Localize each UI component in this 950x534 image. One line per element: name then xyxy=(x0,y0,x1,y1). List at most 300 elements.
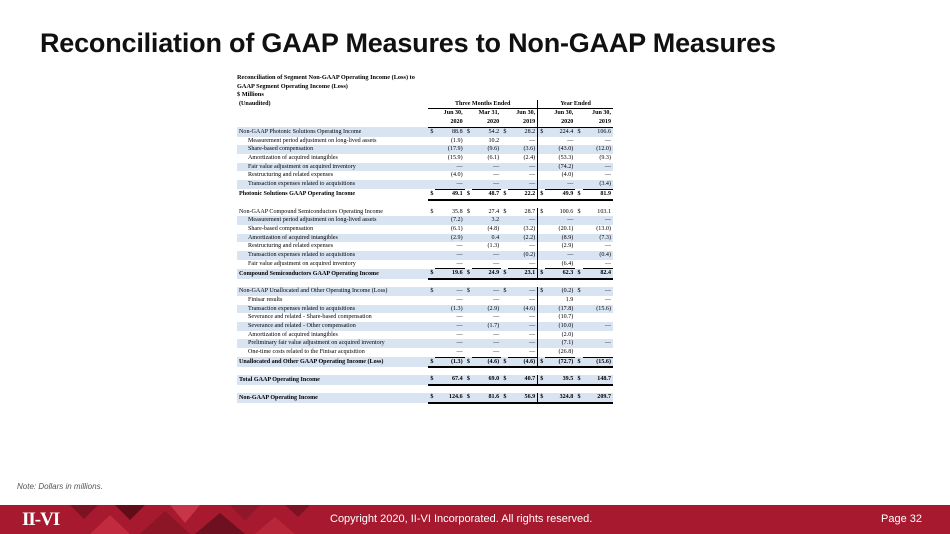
row-label: Measurement period adjustment on long-lived assets xyxy=(237,216,428,225)
currency-symbol-cell: $ xyxy=(501,357,508,367)
period-header-three-months: Three Months Ended xyxy=(428,100,538,109)
currency-symbol-cell xyxy=(501,251,508,260)
row-label: Amortization of acquired intangibles xyxy=(248,155,338,161)
value-cell: 106.6 xyxy=(583,127,613,136)
row-label: Measurement period adjustment on long-lived assets xyxy=(248,137,377,144)
table-row xyxy=(237,287,613,296)
value-cell: (2.4) xyxy=(523,155,536,161)
date-header-row-2 xyxy=(237,118,613,127)
value-cell: (7.3) xyxy=(583,234,613,243)
value-cell: (74.2) xyxy=(545,163,575,172)
currency-symbol-cell xyxy=(428,180,435,189)
currency-symbol-cell xyxy=(538,348,545,357)
value-cell: 22.2 xyxy=(508,189,537,199)
currency-symbol-cell xyxy=(465,251,472,260)
value-cell: 27.4 xyxy=(488,208,500,215)
value-cell xyxy=(583,348,613,357)
currency-symbol-cell: $ xyxy=(465,393,472,403)
value-cell: (1.3) xyxy=(435,357,464,367)
row-label: Total GAAP Operating Income xyxy=(237,375,428,385)
value-cell: 67.4 xyxy=(435,375,464,385)
period-header-year-ended: Year Ended xyxy=(538,100,613,109)
row-label: Preliminary fair value adjustment on acquired inventory xyxy=(237,339,428,348)
spacer-row xyxy=(237,279,613,287)
value-cell: (10.0) xyxy=(545,322,575,331)
value-cell: — xyxy=(508,163,537,172)
value-cell: (3.4) xyxy=(583,180,613,189)
page-title: Reconciliation of GAAP Measures to Non-GAAP Measures xyxy=(40,28,776,58)
value-cell: — xyxy=(435,180,464,189)
currency-symbol-cell xyxy=(501,234,508,243)
spacer-row xyxy=(237,385,613,393)
value-cell: 124.6 xyxy=(435,393,464,403)
currency-symbol-cell: $ xyxy=(428,357,435,367)
currency-symbol-cell xyxy=(575,260,582,269)
currency-symbol-cell: $ xyxy=(575,375,582,385)
currency-symbol-cell xyxy=(501,305,508,314)
currency-symbol-cell xyxy=(428,296,435,305)
spacer-cell xyxy=(237,200,613,208)
value-cell: 10.2 xyxy=(488,137,500,144)
currency-symbol-cell xyxy=(465,305,472,314)
value-cell: 49.1 xyxy=(435,189,464,199)
currency-symbol-cell xyxy=(428,216,435,225)
value-cell: — xyxy=(456,243,463,250)
table-row xyxy=(237,313,613,322)
value-cell: — xyxy=(508,287,537,296)
table-row xyxy=(237,322,613,331)
currency-symbol-cell: $ xyxy=(501,189,508,199)
value-cell: — xyxy=(604,137,611,144)
currency-symbol-cell xyxy=(501,163,508,172)
value-cell: (4.0) xyxy=(450,172,463,179)
table-row xyxy=(237,251,613,260)
value-cell: — xyxy=(508,260,537,269)
currency-symbol-cell xyxy=(575,216,582,225)
value-cell: (6.1) xyxy=(487,155,500,161)
value-cell: (2.9) xyxy=(561,243,574,250)
value-cell: (13.0) xyxy=(596,225,611,232)
currency-symbol-cell xyxy=(538,234,545,243)
currency-symbol-cell xyxy=(575,171,582,180)
copyright-text: Copyright 2020, II-VI Incorporated. All rights reserved. xyxy=(330,513,593,525)
row-label: Non-GAAP Photonic Solutions Operating Income xyxy=(237,127,428,136)
table-row xyxy=(237,305,613,314)
currency-symbol-cell xyxy=(501,322,508,331)
value-cell: 148.7 xyxy=(583,375,613,385)
value-cell: — xyxy=(529,331,536,338)
value-cell: (1.9) xyxy=(450,137,463,144)
row-label: Transaction expenses related to acquisitions xyxy=(237,180,428,189)
value-cell: 35.8 xyxy=(451,208,463,215)
currency-symbol-cell xyxy=(501,339,508,348)
value-cell: (0.2) xyxy=(545,287,575,296)
currency-symbol-cell: $ xyxy=(465,287,472,296)
currency-symbol-cell: $ xyxy=(428,375,435,385)
row-label: Amortization of acquired intangibles xyxy=(237,234,428,243)
value-cell: 24.9 xyxy=(472,269,501,279)
row-label: One-time costs related to the Finisar acquisition xyxy=(248,349,365,356)
currency-symbol-cell xyxy=(465,216,472,225)
row-label: Photonic Solutions GAAP Operating Income xyxy=(239,191,356,198)
currency-symbol-cell xyxy=(465,313,472,322)
date-header: Jun 30, xyxy=(538,109,576,118)
currency-symbol-cell: $ xyxy=(501,127,508,136)
currency-symbol-cell xyxy=(428,171,435,180)
value-cell: — xyxy=(583,287,613,296)
currency-symbol-cell: $ xyxy=(575,287,582,296)
date-header-year: 2020 xyxy=(538,118,576,127)
currency-symbol-cell xyxy=(501,154,508,163)
currency-symbol-cell xyxy=(575,163,582,172)
currency-symbol-cell: $ xyxy=(575,127,582,136)
currency-symbol-cell xyxy=(501,225,508,234)
value-cell: 23.1 xyxy=(508,269,537,279)
value-cell: (15.6) xyxy=(583,305,613,314)
currency-symbol-cell: $ xyxy=(575,393,582,403)
value-cell: — xyxy=(435,339,464,348)
value-cell: — xyxy=(567,137,574,144)
currency-symbol-cell: $ xyxy=(575,357,582,367)
table-row xyxy=(237,348,613,357)
value-cell: 81.6 xyxy=(472,393,501,403)
value-cell: — xyxy=(493,172,500,179)
row-label: Fair value adjustment on acquired inventory xyxy=(248,260,356,267)
reconciliation-table xyxy=(237,100,613,404)
value-cell: (2.9) xyxy=(435,234,464,243)
footer-decorative-pattern xyxy=(70,505,320,534)
currency-symbol-cell: $ xyxy=(428,189,435,199)
currency-symbol-cell xyxy=(428,251,435,260)
currency-symbol-cell xyxy=(575,137,582,146)
spacer-row xyxy=(237,200,613,208)
value-cell: — xyxy=(456,331,463,338)
currency-symbol-cell: $ xyxy=(575,269,582,279)
currency-symbol-cell: $ xyxy=(538,287,545,296)
currency-symbol-cell xyxy=(575,322,582,331)
value-cell: 56.9 xyxy=(508,393,537,403)
value-cell: 103.1 xyxy=(597,208,611,215)
currency-symbol-cell xyxy=(465,331,472,340)
value-cell: (3.2) xyxy=(523,225,536,232)
currency-symbol-cell xyxy=(575,225,582,234)
value-cell: — xyxy=(508,216,537,225)
currency-symbol-cell: $ xyxy=(465,375,472,385)
value-cell: (9.6) xyxy=(472,145,501,154)
currency-symbol-cell xyxy=(575,348,582,357)
value-cell: (7.1) xyxy=(545,339,575,348)
currency-symbol-cell xyxy=(575,242,582,251)
value-cell: (6.4) xyxy=(545,260,575,269)
row-label: Transaction expenses related to acquisitions xyxy=(237,305,428,314)
value-cell: 0.4 xyxy=(472,234,501,243)
table-row xyxy=(237,225,613,234)
currency-symbol-cell xyxy=(575,305,582,314)
row-label: Restructuring and related expenses xyxy=(248,172,334,179)
value-cell: 48.7 xyxy=(472,189,501,199)
table-row xyxy=(237,339,613,348)
value-cell: — xyxy=(493,314,500,321)
value-cell: 1.9 xyxy=(565,296,574,303)
value-cell: (20.1) xyxy=(558,225,574,232)
page-number: Page 32 xyxy=(881,513,922,525)
value-cell: 69.0 xyxy=(472,375,501,385)
value-cell: (1.3) xyxy=(487,243,500,250)
currency-symbol-cell xyxy=(428,260,435,269)
value-cell: — xyxy=(545,216,575,225)
value-cell: — xyxy=(604,243,611,250)
value-cell: (4.8) xyxy=(487,225,500,232)
value-cell: (8.9) xyxy=(545,234,575,243)
currency-symbol-cell xyxy=(538,251,545,260)
currency-symbol-cell xyxy=(465,145,472,154)
table-row xyxy=(237,216,613,225)
currency-symbol-cell xyxy=(428,163,435,172)
currency-symbol-cell xyxy=(465,234,472,243)
row-label: Non-GAAP Operating Income xyxy=(237,393,428,403)
value-cell: 62.3 xyxy=(545,269,575,279)
currency-symbol-cell xyxy=(538,296,545,305)
currency-symbol-cell xyxy=(428,137,435,146)
value-cell: — xyxy=(472,287,501,296)
value-cell: 19.6 xyxy=(435,269,464,279)
currency-symbol-cell xyxy=(575,331,582,340)
value-cell: (43.0) xyxy=(545,145,575,154)
currency-symbol-cell xyxy=(501,216,508,225)
value-cell: — xyxy=(583,163,613,172)
value-cell: — xyxy=(472,180,501,189)
currency-symbol-cell xyxy=(575,145,582,154)
currency-symbol-cell: $ xyxy=(501,375,508,385)
table-total-row xyxy=(237,269,613,279)
currency-symbol-cell: $ xyxy=(428,269,435,279)
table-row xyxy=(237,260,613,269)
value-cell: (15.6) xyxy=(583,357,613,367)
currency-symbol-cell xyxy=(501,331,508,340)
currency-symbol-cell xyxy=(538,322,545,331)
table-heading-line: $ Millions xyxy=(237,91,264,99)
date-header-row-1 xyxy=(237,109,613,118)
value-cell: — xyxy=(583,322,613,331)
table-row xyxy=(237,234,613,243)
row-label: Fair value adjustment on acquired inventory xyxy=(237,163,428,172)
spacer-cell xyxy=(237,279,613,287)
currency-symbol-cell: $ xyxy=(575,189,582,199)
reconciliation-table-container xyxy=(237,74,613,404)
value-cell: — xyxy=(529,243,536,250)
value-cell: 224.4 xyxy=(545,127,575,136)
value-cell: — xyxy=(508,339,537,348)
value-cell: — xyxy=(604,296,611,303)
table-row xyxy=(237,137,613,146)
row-label: Severance and related - Other compensation xyxy=(237,322,428,331)
row-label: Share-based compensation xyxy=(248,225,314,232)
table-row xyxy=(237,242,613,251)
currency-symbol-cell xyxy=(428,225,435,234)
currency-symbol-cell xyxy=(465,322,472,331)
value-cell: (10.7) xyxy=(558,314,574,321)
date-header: Mar 31, xyxy=(478,110,500,117)
value-cell: — xyxy=(472,163,501,172)
row-label: Non-GAAP Compound Semiconductors Operating Income xyxy=(239,208,383,215)
currency-symbol-cell: $ xyxy=(538,127,545,136)
value-cell: — xyxy=(472,251,501,260)
currency-symbol-cell xyxy=(501,348,508,357)
currency-symbol-cell xyxy=(465,137,472,146)
value-cell: (2.0) xyxy=(561,331,574,338)
row-label: Compound Semiconductors GAAP Operating Income xyxy=(237,269,428,279)
currency-symbol-cell: $ xyxy=(466,208,470,215)
table-total-row xyxy=(237,357,613,367)
currency-symbol-cell xyxy=(428,234,435,243)
currency-symbol-cell xyxy=(538,242,545,251)
table-row xyxy=(237,127,613,136)
value-cell: (9.3) xyxy=(599,155,611,161)
table-heading-line: Reconciliation of Segment Non-GAAP Operating Income (Loss) to xyxy=(237,74,415,81)
currency-symbol-cell: $ xyxy=(503,208,507,215)
table-row xyxy=(237,163,613,172)
value-cell: (26.8) xyxy=(545,348,575,357)
currency-symbol-cell: $ xyxy=(501,393,508,403)
value-cell: 88.8 xyxy=(435,127,464,136)
footnote: Note: Dollars in millions. xyxy=(17,482,103,491)
currency-symbol-cell xyxy=(575,234,582,243)
currency-symbol-cell xyxy=(428,313,435,322)
currency-symbol-cell: $ xyxy=(465,269,472,279)
currency-symbol-cell xyxy=(465,171,472,180)
value-cell: — xyxy=(583,260,613,269)
value-cell: — xyxy=(508,348,537,357)
currency-symbol-cell xyxy=(575,180,582,189)
currency-symbol-cell: $ xyxy=(430,208,434,215)
value-cell: — xyxy=(508,180,537,189)
value-cell: (3.6) xyxy=(508,145,537,154)
row-label: Unallocated and Other GAAP Operating Income (Loss) xyxy=(237,357,428,367)
row-label: Amortization of acquired intangibles xyxy=(248,331,338,338)
currency-symbol-cell xyxy=(575,296,582,305)
value-cell: (1.3) xyxy=(435,305,464,314)
value-cell: — xyxy=(583,339,613,348)
value-cell: 28.7 xyxy=(524,208,536,215)
currency-symbol-cell xyxy=(428,348,435,357)
value-cell: — xyxy=(545,180,575,189)
currency-symbol-cell xyxy=(465,154,472,163)
currency-symbol-cell xyxy=(501,260,508,269)
value-cell: — xyxy=(545,251,575,260)
currency-symbol-cell xyxy=(501,313,508,322)
value-cell: — xyxy=(508,322,537,331)
currency-symbol-cell: $ xyxy=(538,357,545,367)
row-label: Finisar results xyxy=(248,296,283,303)
value-cell: (53.3) xyxy=(558,155,574,161)
currency-symbol-cell xyxy=(501,137,508,146)
table-row xyxy=(237,331,613,340)
currency-symbol-cell xyxy=(501,296,508,305)
table-row xyxy=(237,145,613,154)
currency-symbol-cell xyxy=(428,331,435,340)
currency-symbol-cell xyxy=(428,339,435,348)
unaudited-label: (Unaudited) xyxy=(239,101,271,108)
value-cell: (4.0) xyxy=(561,172,574,179)
value-cell: — xyxy=(529,296,536,303)
currency-symbol-cell xyxy=(465,242,472,251)
date-header: Jun 30, xyxy=(516,110,536,117)
table-heading xyxy=(237,74,613,100)
value-cell: (0.4) xyxy=(583,251,613,260)
currency-symbol-cell xyxy=(428,145,435,154)
value-cell: 82.4 xyxy=(583,269,613,279)
currency-symbol-cell xyxy=(465,260,472,269)
value-cell: 3.2 xyxy=(472,216,501,225)
currency-symbol-cell xyxy=(465,163,472,172)
currency-symbol-cell: $ xyxy=(428,393,435,403)
table-total-row xyxy=(237,393,613,403)
value-cell: 324.8 xyxy=(545,393,575,403)
value-cell: — xyxy=(493,331,500,338)
company-logo: II-VI xyxy=(22,509,60,530)
value-cell: (15.9) xyxy=(447,155,463,161)
table-row xyxy=(237,208,613,217)
currency-symbol-cell xyxy=(538,225,545,234)
currency-symbol-cell: $ xyxy=(538,208,545,217)
currency-symbol-cell xyxy=(538,180,545,189)
value-cell: (4.6) xyxy=(472,357,501,367)
value-cell: — xyxy=(493,296,500,303)
currency-symbol-cell xyxy=(428,322,435,331)
currency-symbol-cell xyxy=(575,339,582,348)
value-cell: — xyxy=(456,296,463,303)
value-cell: — xyxy=(456,314,463,321)
value-cell: — xyxy=(472,339,501,348)
currency-symbol-cell xyxy=(538,331,545,340)
value-cell: — xyxy=(435,260,464,269)
value-cell: (4.6) xyxy=(508,357,537,367)
table-heading-line: GAAP Segment Operating Income (Loss) xyxy=(237,82,348,90)
value-cell: — xyxy=(435,322,464,331)
value-cell: (2.2) xyxy=(508,234,537,243)
currency-symbol-cell: $ xyxy=(465,189,472,199)
currency-symbol-cell xyxy=(538,171,545,180)
value-cell: — xyxy=(472,260,501,269)
currency-symbol-cell xyxy=(501,145,508,154)
value-cell: 39.5 xyxy=(545,375,575,385)
currency-symbol-cell xyxy=(465,225,472,234)
row-label: Share-based compensation xyxy=(237,145,428,154)
value-cell: (2.9) xyxy=(472,305,501,314)
footer-bar xyxy=(0,505,950,534)
table-row xyxy=(237,180,613,189)
currency-symbol-cell xyxy=(538,313,545,322)
value-cell: (17.9) xyxy=(435,145,464,154)
value-cell: (6.1) xyxy=(450,225,463,232)
value-cell xyxy=(583,331,613,340)
currency-symbol-cell xyxy=(501,242,508,251)
currency-symbol-cell xyxy=(538,145,545,154)
currency-symbol-cell xyxy=(501,171,508,180)
date-header-year: 2019 xyxy=(501,118,538,127)
date-header-year: 2019 xyxy=(575,118,613,127)
currency-symbol-cell xyxy=(465,180,472,189)
currency-symbol-cell xyxy=(575,154,582,163)
value-cell: 54.2 xyxy=(472,127,501,136)
value-cell: — xyxy=(529,137,536,144)
row-label: Non-GAAP Unallocated and Other Operating Income (Loss) xyxy=(237,287,428,296)
date-header-year: 2020 xyxy=(428,118,465,127)
currency-symbol-cell: $ xyxy=(428,287,435,296)
currency-symbol-cell xyxy=(465,339,472,348)
value-cell: 28.2 xyxy=(508,127,537,136)
value-cell: — xyxy=(435,251,464,260)
